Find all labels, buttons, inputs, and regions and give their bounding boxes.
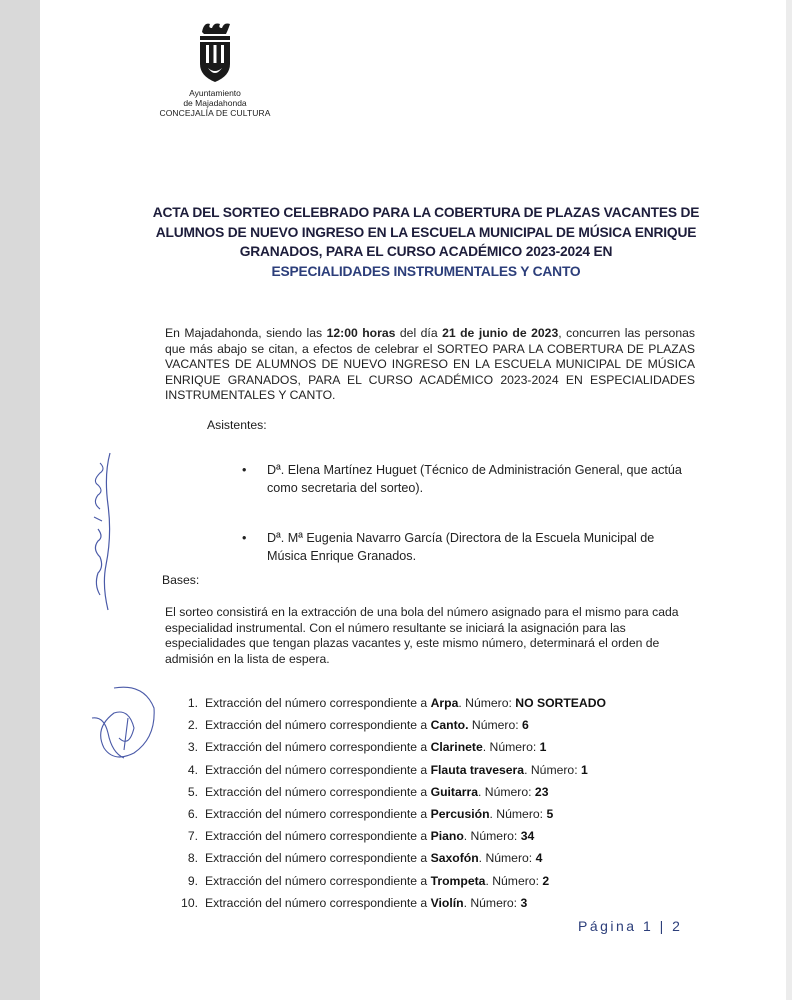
item-instrument: Clarinete: [430, 740, 483, 755]
item-number: 10.: [181, 895, 198, 910]
item-separator: . Número:: [463, 895, 521, 910]
extraction-item: [180, 872, 700, 894]
bases-paragraph: El sorteo consistirá en la extracción de una bola del número asignado para el mismo para cada especialidad instrumental. Con el número resultante se iniciará la asignación para las especialidades que tengan plazas vacantes y, este mismo número, determinará el orden de admisión en la lista de espera.: [165, 605, 679, 666]
item-instrument: Arpa: [430, 696, 459, 710]
item-number: 5.: [187, 784, 198, 799]
item-separator: . Número:: [489, 806, 547, 821]
item-separator: . Número:: [478, 851, 536, 866]
item-text: [205, 849, 542, 867]
title-line-3: GRANADOS, PARA EL CURSO ACADÉMICO 2023-2024 EN: [239, 244, 613, 259]
item-instrument: Trompeta: [430, 873, 486, 888]
item-number: 1.: [187, 696, 198, 710]
item-text: [205, 716, 529, 734]
item-instrument: Piano: [430, 829, 464, 844]
item-value: 1: [581, 762, 588, 777]
extraction-item: [180, 716, 700, 738]
extraction-item: [180, 738, 700, 760]
item-value: 5: [546, 806, 554, 821]
handwritten-initials: [84, 678, 164, 768]
item-text: [205, 761, 588, 779]
bullet-icon: •: [242, 463, 247, 477]
item-instrument: Flauta travesera: [430, 762, 525, 777]
item-separator: . Número:: [478, 784, 535, 799]
intro-text-1: En Majadahonda, siendo las: [165, 326, 327, 340]
item-instrument: Guitarra: [430, 784, 479, 799]
item-separator: . Número:: [524, 762, 581, 777]
item-separator: . Número:: [463, 829, 521, 844]
organization-name: [150, 88, 280, 118]
title-line-4: ESPECIALIDADES INSTRUMENTALES Y CANTO: [271, 263, 581, 279]
item-prefix: Extracción del número correspondiente a: [205, 718, 431, 733]
item-separator: . Número:: [482, 740, 540, 755]
item-number: 7.: [187, 829, 198, 844]
title-line-1: ACTA DEL SORTEO CELEBRADO PARA LA COBERTURA DE PLAZAS VACANTES DE: [152, 205, 700, 220]
item-number: 6.: [187, 806, 198, 821]
intro-text-2: del día: [395, 326, 443, 340]
intro-paragraph: [165, 326, 695, 404]
scan-right-margin: [786, 0, 792, 1000]
org-line-2: de Majadahonda: [183, 98, 247, 108]
item-number: 8.: [187, 851, 198, 866]
handwritten-signature: [80, 445, 130, 620]
item-value: 23: [534, 784, 549, 799]
extraction-item: [180, 783, 700, 805]
item-text: [205, 738, 546, 756]
item-text: [205, 872, 549, 890]
item-number: 3.: [187, 740, 198, 755]
extraction-item: [180, 805, 700, 827]
item-value: 1: [539, 740, 547, 755]
extraction-item: [180, 761, 700, 783]
item-text: [205, 694, 606, 712]
item-prefix: Extracción del número correspondiente a: [205, 829, 431, 844]
item-prefix: Extracción del número correspondiente a: [205, 806, 431, 821]
item-prefix: Extracción del número correspondiente a: [205, 851, 431, 866]
asistente-text: Dª. Elena Martínez Huguet (Técnico de Administración General, que actúa como secretaria del sorteo).: [267, 463, 682, 495]
majadahonda-crest-icon: [190, 18, 240, 86]
intro-text-3: , concurren las personas que más abajo se citan, a efectos de celebrar el SORTEO PARA LA COBERTURA DE PLAZAS VACANTES DE ALUMNOS DE NUEVO INGRESO EN LA ESCUELA MUNICIPAL DE MÚSICA ENRIQUE GRANADOS, PARA EL CURSO ACADÉMICO 2023-2024 EN ESPECIALIDADES INSTRUMENTALES Y CANTO.: [165, 326, 695, 402]
document-title: [148, 203, 704, 281]
item-value: 34: [520, 829, 535, 844]
item-prefix: Extracción del número correspondiente a: [205, 895, 431, 910]
intro-time: 12:00 horas: [326, 326, 396, 340]
item-prefix: Extracción del número correspondiente a: [205, 784, 431, 799]
extraction-item: [180, 827, 700, 849]
item-separator: . Número:: [458, 696, 516, 710]
page-number: Página 1 | 2: [578, 918, 683, 934]
item-prefix: Extracción del número correspondiente a: [205, 696, 431, 710]
asistente-text: Dª. Mª Eugenia Navarro García (Directora de la Escuela Municipal de Música Enrique Granados.: [267, 531, 655, 563]
item-instrument: Saxofón: [430, 851, 479, 866]
item-number: 4.: [187, 762, 198, 777]
item-number: 9.: [187, 873, 198, 888]
extraction-item: [180, 894, 700, 916]
org-line-3: CONCEJALÍA DE CULTURA: [159, 108, 271, 118]
intro-date: 21 de junio de 2023: [442, 326, 559, 340]
item-text: [205, 783, 548, 801]
asistentes-label: Asistentes:: [207, 418, 267, 432]
item-value: 6: [522, 718, 529, 733]
extraction-list: [180, 694, 700, 916]
item-separator: Número:: [468, 718, 523, 733]
scan-left-margin: [0, 0, 40, 1000]
bullet-icon: •: [242, 531, 247, 545]
item-separator: . Número:: [485, 873, 543, 888]
item-text: [205, 827, 534, 845]
item-instrument: Canto.: [430, 718, 469, 733]
bases-label: Bases:: [162, 573, 200, 587]
item-instrument: Percusión: [430, 806, 490, 821]
item-value: 4: [535, 851, 543, 866]
extraction-item: [180, 849, 700, 871]
item-number: 2.: [187, 718, 198, 733]
item-prefix: Extracción del número correspondiente a: [205, 762, 431, 777]
item-prefix: Extracción del número correspondiente a: [205, 740, 431, 755]
item-prefix: Extracción del número correspondiente a: [205, 873, 431, 888]
item-text: [205, 805, 553, 823]
item-value: NO SORTEADO: [515, 696, 607, 710]
item-instrument: Violín: [430, 895, 464, 910]
item-text: [205, 894, 527, 912]
org-line-1: Ayuntamiento: [189, 88, 241, 98]
item-value: 2: [542, 873, 550, 888]
extraction-item: [180, 694, 700, 716]
title-line-2: ALUMNOS DE NUEVO INGRESO EN LA ESCUELA MUNICIPAL DE MÚSICA ENRIQUE: [155, 224, 697, 240]
item-value: 3: [520, 895, 528, 910]
